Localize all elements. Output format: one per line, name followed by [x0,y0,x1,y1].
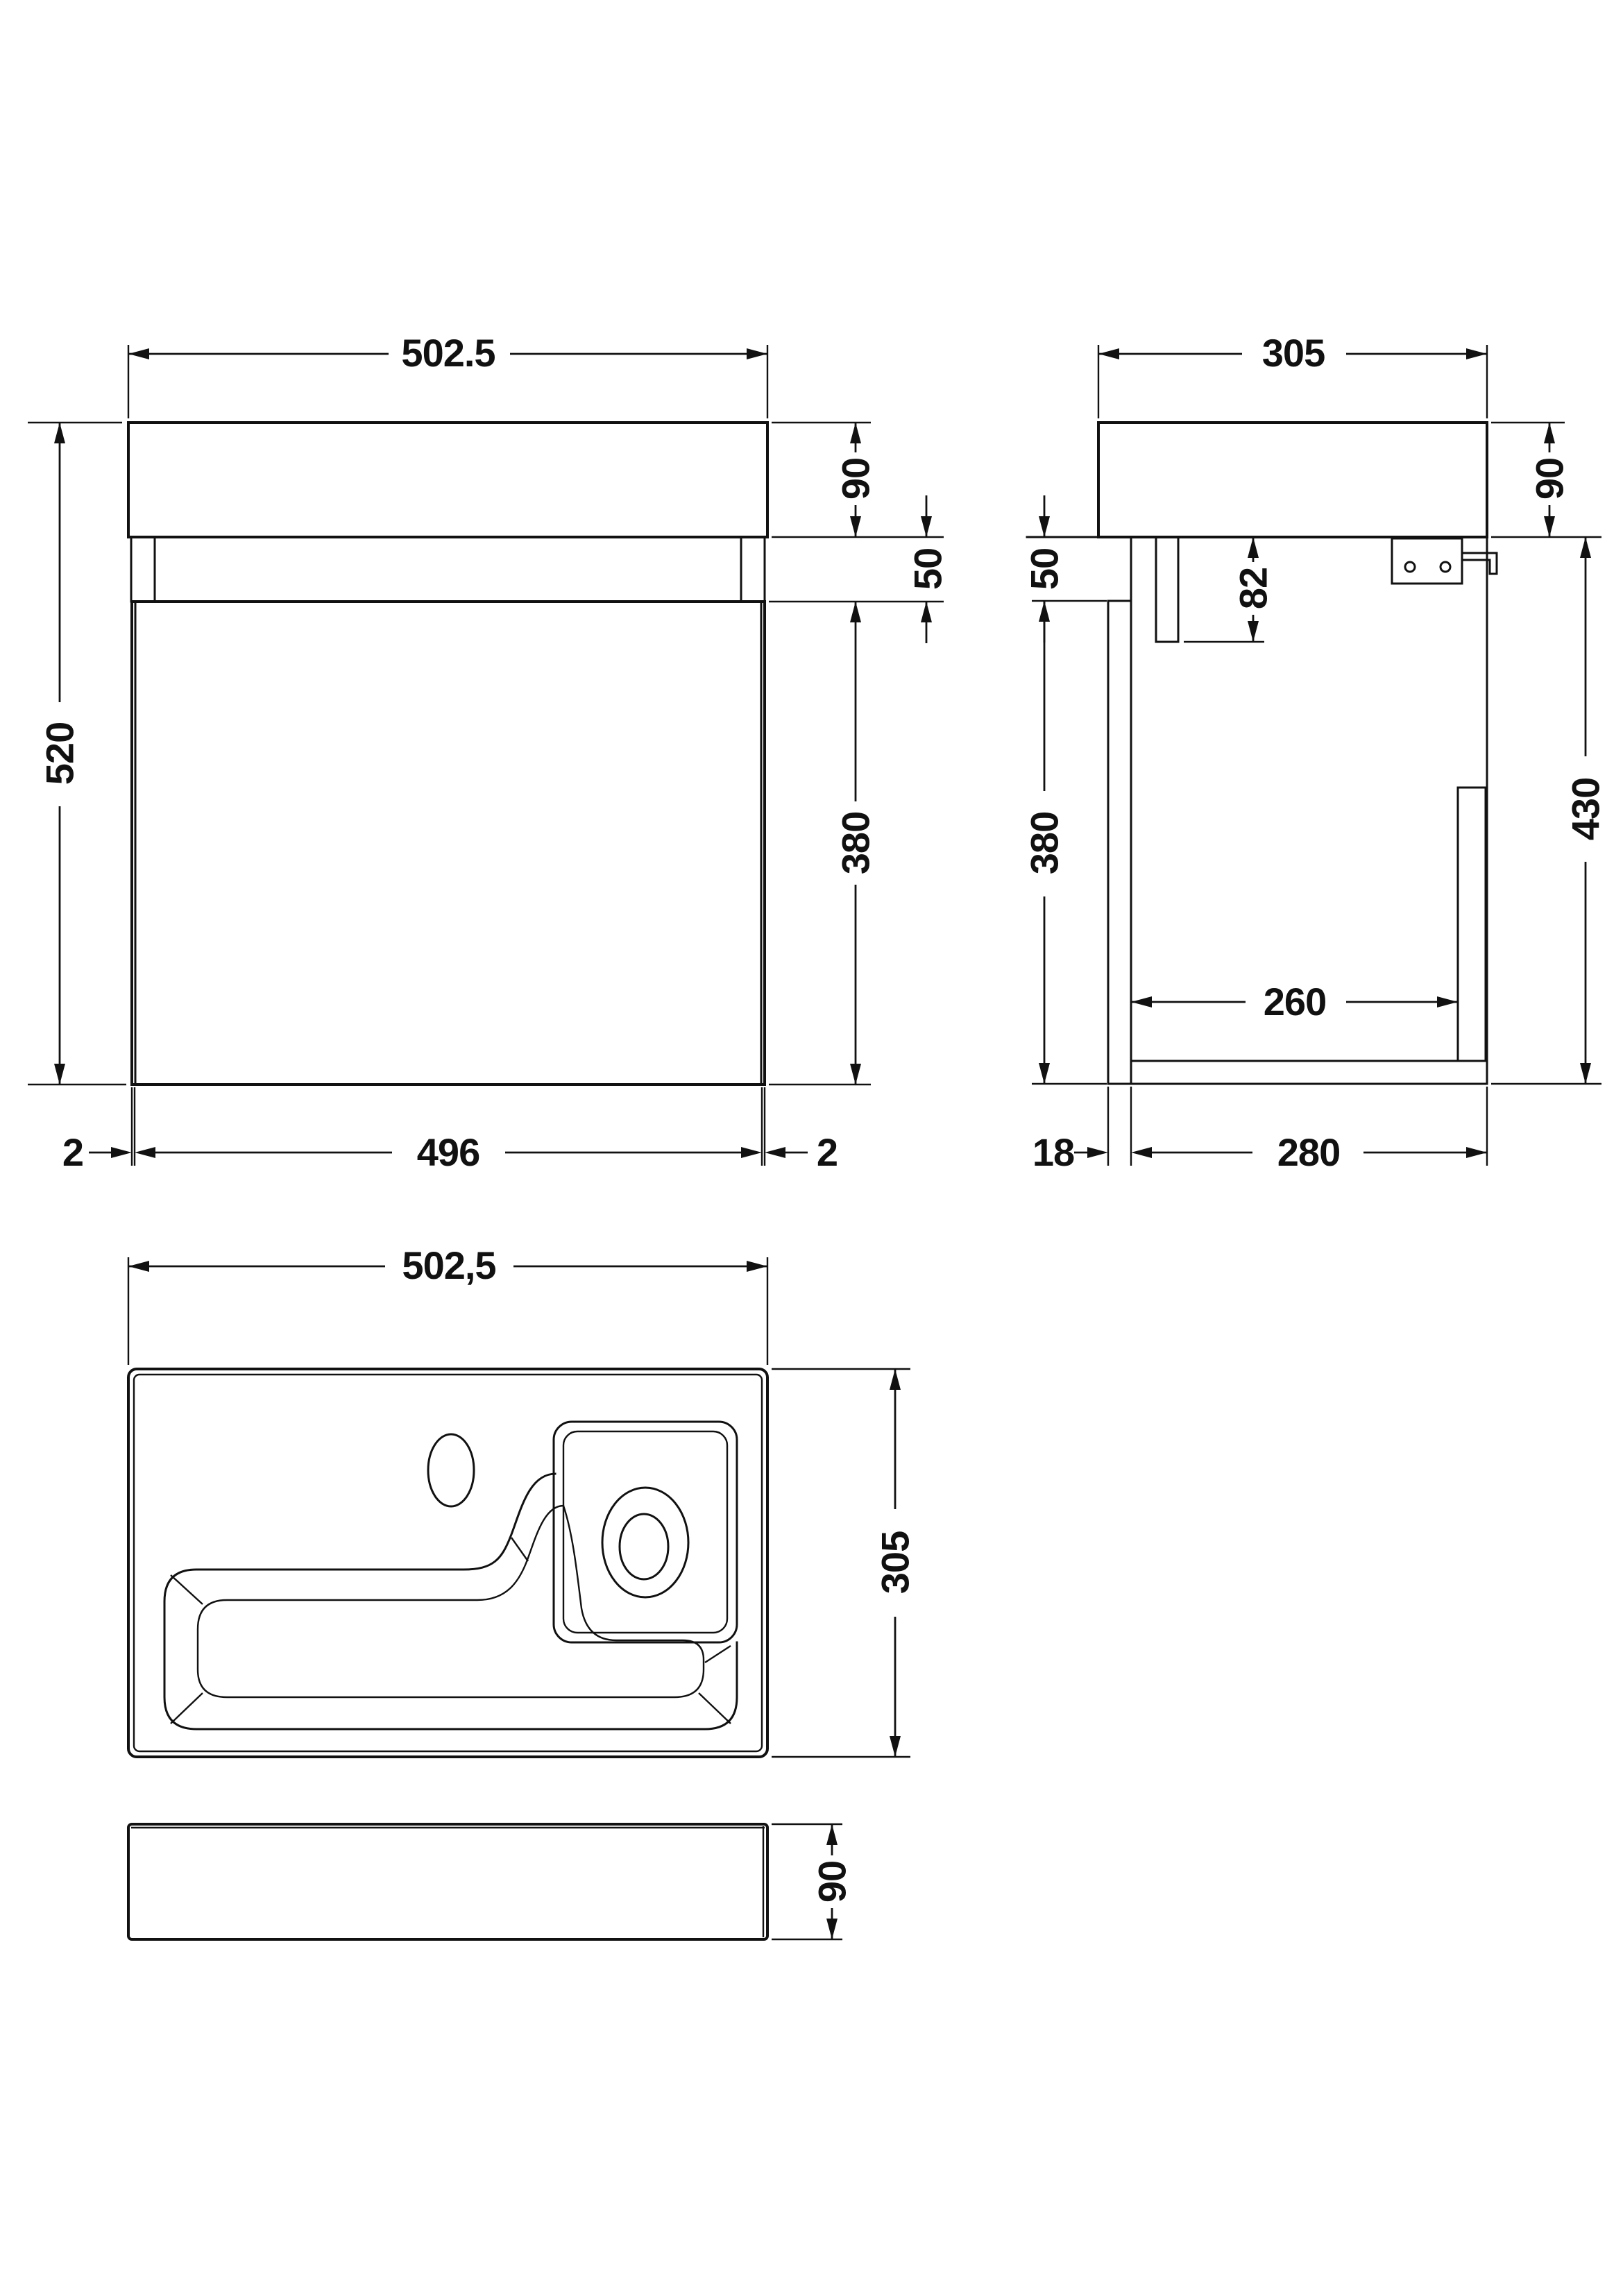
dim-front-width: 502.5 [401,331,495,375]
dim-side-gap: 50 [1022,547,1067,590]
side-wall-bracket [1392,538,1497,584]
plan-dimension-lines [128,1266,895,1757]
front-extension-lines [28,345,944,1166]
dim-front-cabinet-width: 496 [416,1130,480,1174]
plan-dimension-arrows [128,1261,901,1757]
front-dimension-lines [60,354,926,1153]
basin-front-strip-view [128,1824,854,1939]
basin-plan-view [128,1243,917,1757]
front-basin-outline [128,423,767,537]
dim-side-carcass-depth: 280 [1277,1130,1341,1174]
front-dimension-arrows [54,348,932,1158]
plan-extension-lines [128,1257,910,1757]
dim-plan-depth: 305 [873,1531,917,1595]
dim-side-rail-height: 82 [1231,567,1275,610]
dim-plan-width: 502,5 [402,1243,496,1287]
side-door-panel [1108,601,1131,1084]
dim-side-basin-height: 90 [1527,457,1572,500]
dim-front-basin-height: 90 [833,457,878,500]
dim-side-door-thickness: 18 [1032,1130,1075,1174]
dim-front-total-height: 520 [37,722,82,785]
side-basin-outline [1027,423,1487,537]
front-elevation-view [28,331,950,1174]
wall-hook-detail [1462,553,1497,574]
dim-side-hang-height: 430 [1563,777,1608,841]
side-dimension-lines [1044,354,1586,1153]
dim-front-gap: 50 [906,547,950,590]
dim-strip-height: 90 [810,1860,854,1903]
side-elevation-view [1023,331,1608,1174]
plan-bowl-outline [164,1474,737,1729]
dim-side-internal-depth: 260 [1263,980,1327,1023]
plan-basin-outline [128,1369,767,1757]
plan-tap-hole [428,1434,474,1506]
dim-front-right-offset: 2 [816,1130,838,1174]
side-extension-lines [1032,345,1601,1166]
dim-front-cabinet-height: 380 [833,811,878,875]
dim-side-door-height: 380 [1022,811,1067,875]
side-dimension-arrows [1039,348,1591,1158]
strip-outline [128,1824,767,1939]
front-recess-strip [131,537,765,602]
side-hanging-rail [1156,537,1178,642]
dim-side-depth: 305 [1261,331,1325,375]
front-cabinet-outline [132,602,765,1085]
plan-waste-drain [602,1488,688,1597]
dim-front-left-offset: 2 [62,1130,84,1174]
